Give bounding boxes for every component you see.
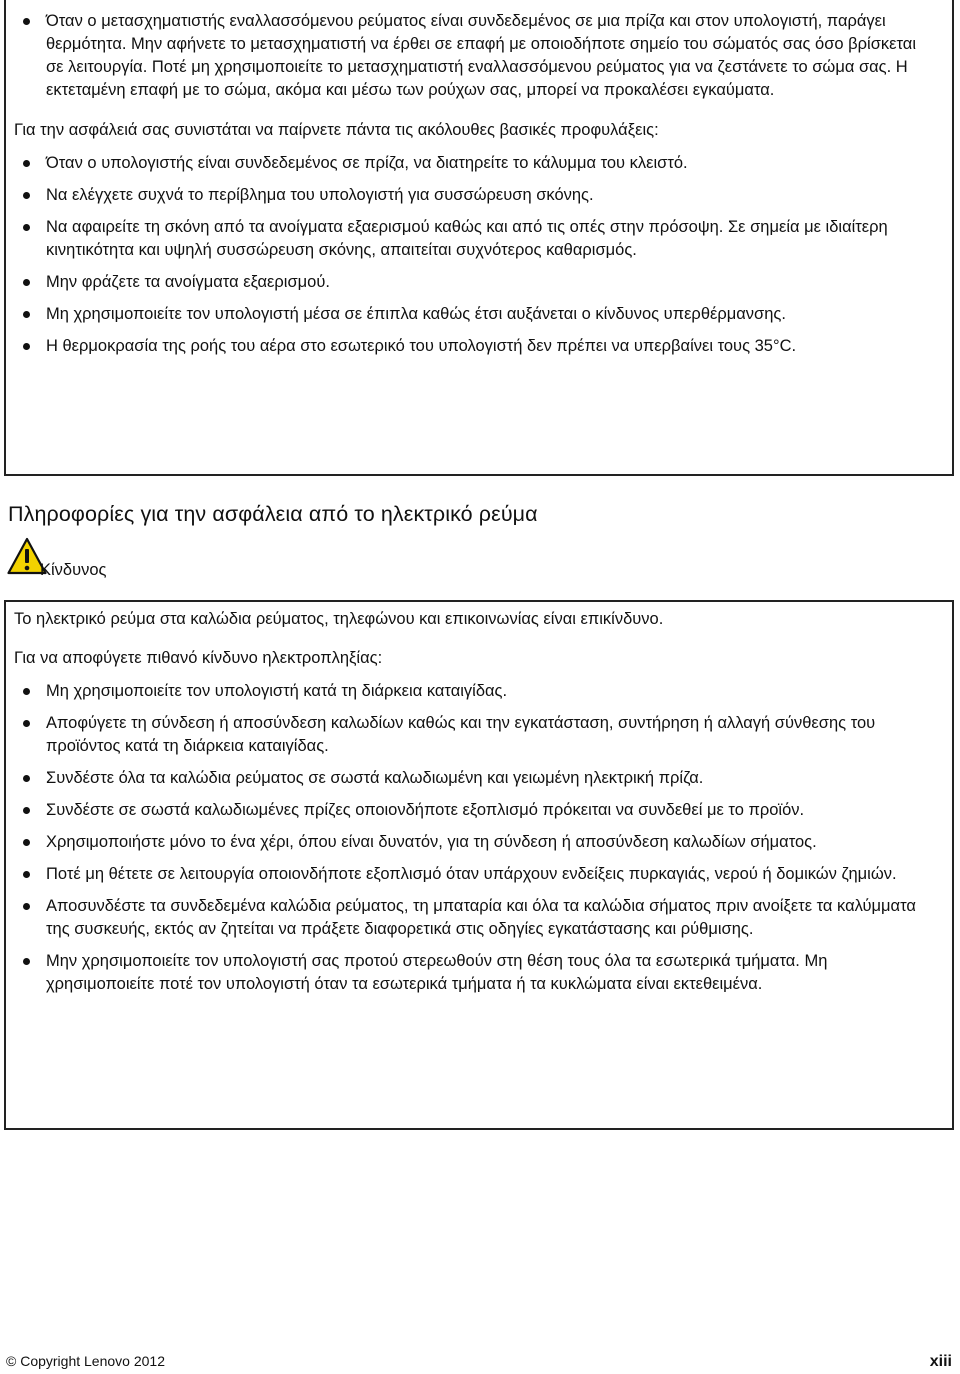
electrical-precautions-list xyxy=(14,680,938,996)
electrical-intro: Για να αποφύγετε πιθανό κίνδυνο ηλεκτροπληξίας: xyxy=(14,649,383,667)
list-item: Μη χρησιμοποιείτε τον υπολογιστή μέσα σε έπιπλα καθώς έτσι αυξάνεται ο κίνδυνος υπερθέρμανσης. xyxy=(14,303,938,326)
precautions-intro: Για την ασφάλειά σας συνιστάται να παίρνετε πάντα τις ακόλουθες βασικές προφυλάξεις: xyxy=(14,121,659,139)
heat-safety-box xyxy=(4,0,954,476)
list-item: Μην φράζετε τα ανοίγματα εξαερισμού. xyxy=(14,271,938,294)
list-item: Όταν ο υπολογιστής είναι συνδεδεμένος σε πρίζα, να διατηρείτε το κάλυμμα του κλειστό. xyxy=(14,152,938,175)
precautions-list xyxy=(14,152,938,358)
page-number: xiii xyxy=(929,1353,952,1370)
list-item: Να αφαιρείτε τη σκόνη από τα ανοίγματα εξαερισμού καθώς και από τις οπές στην πρόσοψη. Σε σημεία με ιδιαίτερη κινητικότητα και υψηλή συσσώρευση σκόνης, απαιτείται συχνότερος καθαρισμός. xyxy=(14,216,938,262)
list-item: Να ελέγχετε συχνά το περίβλημα του υπολογιστή για συσσώρευση σκόνης. xyxy=(14,184,938,207)
list-item: Μη χρησιμοποιείτε τον υπολογιστή κατά τη διάρκεια καταιγίδας. xyxy=(14,680,938,703)
copyright-notice: © Copyright Lenovo 2012 xyxy=(6,1353,165,1369)
list-item: Μην χρησιμοποιείτε τον υπολογιστή σας προτού στερεωθούν στη θέση τους όλα τα εσωτερικά τμήματα. Μη χρησιμοποιείτε ποτέ τον υπολογιστή όταν τα εσωτερικά τμήματα ή τα κυκλώματα είναι εκτεθειμένα. xyxy=(14,950,938,996)
heat-top-list xyxy=(14,10,938,102)
electrical-warning-text: Το ηλεκτρικό ρεύμα στα καλώδια ρεύματος, τηλεφώνου και επικοινωνίας είναι επικίνδυνο. xyxy=(14,610,664,628)
list-item: Όταν ο μετασχηματιστής εναλλασσόμενου ρεύματος είναι συνδεδεμένος σε μια πρίζα και στον υπολογιστή, παράγει θερμότητα. Μην αφήνετε το μετασχηματιστή να έρθει σε επαφή με οποιοδήποτε σημείο του σώματός σας όσο βρίσκεται σε λειτουργία. Ποτέ μη χρησιμοποιείτε το μετασχηματιστή εναλλασσόμενου ρεύματος για να ζεστάνετε το σώμα σας. Η εκτεταμένη επαφή με το σώμα, ακόμα και μέσω των ρούχων σας, μπορεί να προκαλέσει εγκαύματα. xyxy=(14,10,938,102)
list-item: Ποτέ μη θέτετε σε λειτουργία οποιονδήποτε εξοπλισμό όταν υπάρχουν ενδείξεις πυρκαγιάς, νερού ή δομικών ζημιών. xyxy=(14,863,938,886)
list-item: Αποφύγετε τη σύνδεση ή αποσύνδεση καλωδίων καθώς και την εγκατάσταση, συντήρηση ή αλλαγή σύνθεσης του προϊόντος κατά τη διάρκεια καταιγίδας. xyxy=(14,712,938,758)
list-item: Αποσυνδέστε τα συνδεδεμένα καλώδια ρεύματος, τη μπαταρία και όλα τα καλώδια σήματος πριν ανοίξετε τα καλύμματα της συσκευής, εκτός αν ζητείται να πράξετε διαφορετικά στις οδηγίες εγκατάστασης και ρύθμισης. xyxy=(14,895,938,941)
danger-label: Κίνδυνος xyxy=(40,561,107,579)
section-heading: Πληροφορίες για την ασφάλεια από το ηλεκτρικό ρεύμα xyxy=(8,502,538,526)
list-item: Χρησιμοποιήστε μόνο το ένα χέρι, όπου είναι δυνατόν, για τη σύνδεση ή αποσύνδεση καλωδίων σήματος. xyxy=(14,831,938,854)
electrical-safety-box xyxy=(4,600,954,1130)
list-item: Η θερμοκρασία της ροής του αέρα στο εσωτερικό του υπολογιστή δεν πρέπει να υπερβαίνει τους 35°C. xyxy=(14,335,938,358)
list-item: Συνδέστε όλα τα καλώδια ρεύματος σε σωστά καλωδιωμένη και γειωμένη ηλεκτρική πρίζα. xyxy=(14,767,938,790)
list-item: Συνδέστε σε σωστά καλωδιωμένες πρίζες οποιονδήποτε εξοπλισμό πρόκειται να συνδεθεί με το προϊόν. xyxy=(14,799,938,822)
